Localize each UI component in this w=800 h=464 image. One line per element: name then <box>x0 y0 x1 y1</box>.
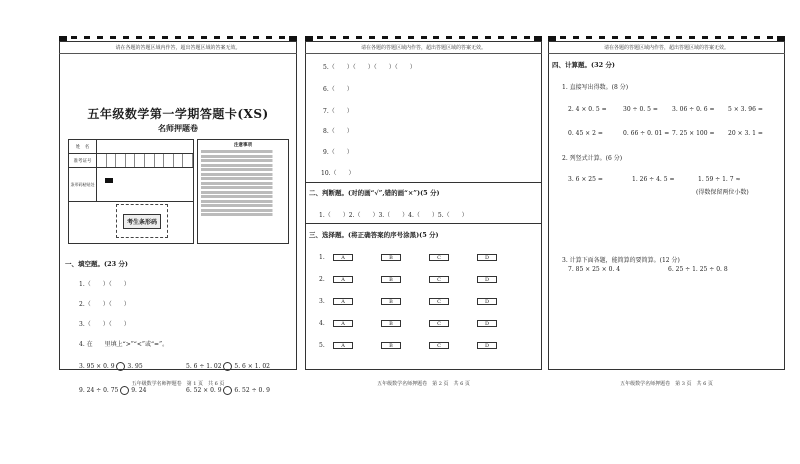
compare-circle[interactable] <box>223 362 232 371</box>
page-title: 五年级数学第一学期答题卡(XS) <box>87 107 269 121</box>
fill-item-1[interactable]: 1.（ ）（ ） <box>79 281 130 288</box>
answer-sheet-page-3 <box>548 36 785 370</box>
choice-number: 5. <box>319 342 325 349</box>
fill-item-8[interactable]: 8.（ ） <box>323 128 353 135</box>
fill-item-4: 4. 在 里填上“>”“<”或“=”。 <box>79 341 169 348</box>
choice-option-c[interactable]: C <box>429 298 449 305</box>
barcode-row <box>69 168 193 202</box>
stamp-text: 考生条形码 <box>123 214 161 229</box>
page-footer-1: 五年级数学名师押题卷 第 1 页 共 6 页 <box>131 381 225 387</box>
calc-q2: 2. 列竖式计算。(6 分) <box>562 155 623 162</box>
rules-title: 注意事项 <box>234 143 252 148</box>
direct-1[interactable]: 2. 4 × 0. 5 = <box>568 106 607 113</box>
choice-option-b[interactable]: B <box>381 254 401 261</box>
calc-q3: 3. 计算下面各题，能简算的要简算。(12 分) <box>562 257 680 264</box>
choice-option-a[interactable]: A <box>333 298 353 305</box>
fill-item-5[interactable]: 5.（ ）（ ）（ ）（ ） <box>323 64 416 71</box>
choice-option-b[interactable]: B <box>381 276 401 283</box>
choice-option-c[interactable]: C <box>429 276 449 283</box>
compare-circle[interactable] <box>223 386 232 395</box>
section-fill-in: 一、填空题。(23 分) <box>65 260 128 268</box>
section-judge: 二、判断题。(对的画“√”,错的画“×”)(5 分) <box>309 189 440 197</box>
fill-item-2[interactable]: 2.（ ）（ ） <box>79 301 130 308</box>
vertical-3[interactable]: 1. 59 ÷ 1. 7 ≈ <box>698 176 741 183</box>
choice-option-d[interactable]: D <box>477 342 497 349</box>
direct-5[interactable]: 0. 45 × 2 = <box>568 130 603 137</box>
choice-option-a[interactable]: A <box>333 254 353 261</box>
choice-option-d[interactable]: D <box>477 254 497 261</box>
barcode-label: 条形码粘贴处 <box>69 168 97 201</box>
choice-number: 4. <box>319 320 325 327</box>
choice-number: 2. <box>319 276 325 283</box>
direct-6[interactable]: 0. 66 ÷ 0. 01 = <box>623 130 670 137</box>
barcode-area[interactable] <box>97 168 193 201</box>
choice-number: 1. <box>319 254 325 261</box>
choice-option-c[interactable]: C <box>429 254 449 261</box>
choice-option-d[interactable]: D <box>477 298 497 305</box>
vertical-note: (得数保留两位小数) <box>696 189 749 196</box>
vertical-2[interactable]: 1. 26 ÷ 4. 5 = <box>632 176 675 183</box>
choice-option-d[interactable]: D <box>477 276 497 283</box>
compare-1: 3. 95 × 0. 9 3. 95 <box>79 363 143 370</box>
answer-sheet-page-2 <box>305 36 542 370</box>
barcode-stamp <box>116 204 168 238</box>
compare-circle[interactable] <box>116 362 125 371</box>
fill-item-6[interactable]: 6.（ ） <box>323 86 353 93</box>
rules-box <box>197 139 289 244</box>
page-footer-3: 五年级数学名师押题卷 第 3 页 共 6 页 <box>620 381 713 387</box>
choice-option-a[interactable]: A <box>333 320 353 327</box>
choice-number: 3. <box>319 298 325 305</box>
section-calc: 四、计算题。(32 分) <box>552 61 615 69</box>
exam-id-row <box>69 154 193 168</box>
header-note: 请在各题的答题区域内作答，超出答题区域的答案无效。 <box>548 44 785 54</box>
exam-id-field[interactable] <box>97 154 193 167</box>
fill-item-3[interactable]: 3.（ ）（ ） <box>79 321 130 328</box>
fill-item-9[interactable]: 9.（ ） <box>323 149 353 156</box>
fill-item-10[interactable]: 10.（ ） <box>321 170 355 177</box>
exam-id-label: 准考证号 <box>69 154 97 167</box>
simplify-2[interactable]: 6. 25 ÷ 1. 25 ÷ 0. 8 <box>668 266 728 273</box>
page-subtitle: 名师押题卷 <box>158 123 198 133</box>
direct-8[interactable]: 20 × 3. 1 = <box>728 130 763 137</box>
choice-option-c[interactable]: C <box>429 342 449 349</box>
judge-answers[interactable]: 1.（ ）2.（ ）3.（ ）4.（ ）5.（ ） <box>319 212 468 219</box>
direct-4[interactable]: 5 × 3. 96 = <box>728 106 763 113</box>
compare-3: 9. 24 ÷ 0. 75 9. 24 <box>79 387 147 394</box>
choice-option-b[interactable]: B <box>381 298 401 305</box>
name-label: 姓 名 <box>69 140 97 153</box>
choice-option-a[interactable]: A <box>333 342 353 349</box>
choice-option-d[interactable]: D <box>477 320 497 327</box>
choice-option-b[interactable]: B <box>381 342 401 349</box>
header-note: 请在各题的答题区域内作答，超出答题区域的答案无效。 <box>305 44 542 54</box>
choice-option-b[interactable]: B <box>381 320 401 327</box>
compare-2: 5. 6 ÷ 1. 02 5. 6 × 1. 02 <box>186 363 270 370</box>
name-field[interactable] <box>97 140 193 153</box>
section-choice: 三、选择题。(将正确答案的序号涂黑)(5 分) <box>309 231 439 239</box>
direct-2[interactable]: 30 ÷ 0. 5 = <box>623 106 658 113</box>
fill-item-7[interactable]: 7.（ ） <box>323 108 353 115</box>
name-row <box>69 140 193 154</box>
direct-7[interactable]: 7. 25 × 100 = <box>672 130 715 137</box>
choice-option-a[interactable]: A <box>333 276 353 283</box>
direct-3[interactable]: 3. 06 ÷ 0. 6 = <box>672 106 715 113</box>
page-footer-2: 五年级数学名师押题卷 第 2 页 共 6 页 <box>377 381 470 387</box>
header-note: 请在各题的答题区域内作答，超出答题区域的答案无效。 <box>59 44 297 54</box>
compare-4: 6. 52 × 0. 9 6. 52 ÷ 0. 9 <box>186 387 270 394</box>
barcode-mark <box>105 178 113 183</box>
choice-option-c[interactable]: C <box>429 320 449 327</box>
vertical-1[interactable]: 3. 6 × 25 = <box>568 176 603 183</box>
calc-q1: 1. 直接写出得数。(8 分) <box>562 84 629 91</box>
simplify-1[interactable]: 7. 85 × 25 × 0. 4 <box>568 266 621 273</box>
compare-circle[interactable] <box>120 386 129 395</box>
